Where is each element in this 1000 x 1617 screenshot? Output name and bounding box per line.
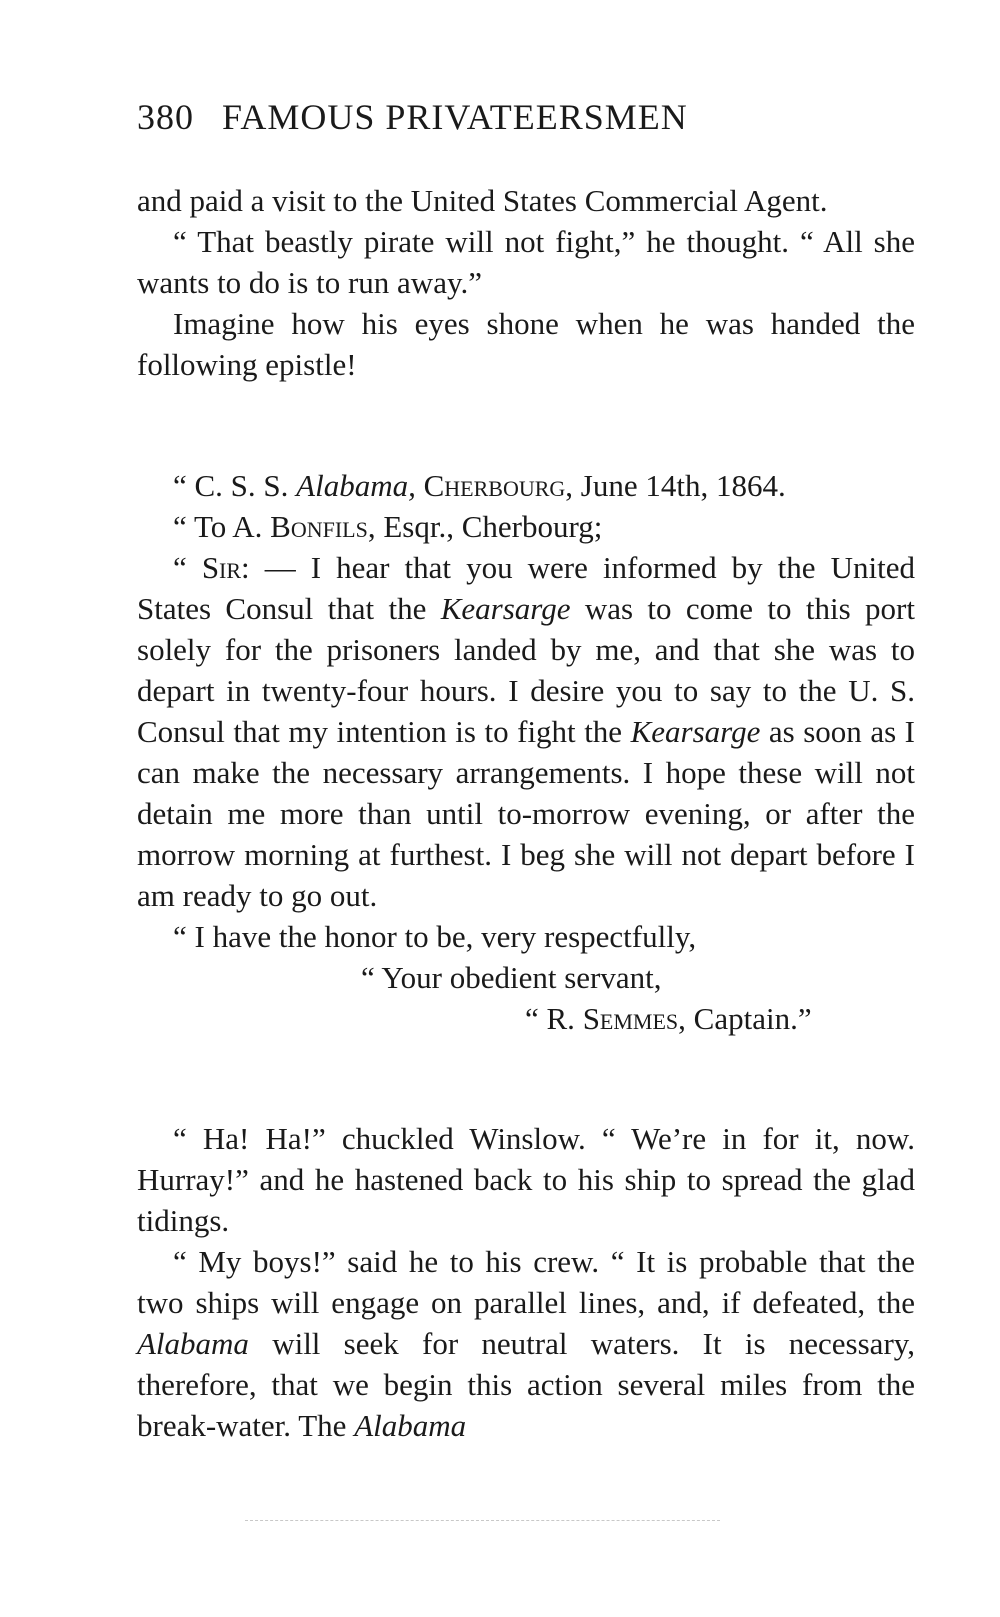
signature-title: Captain.” xyxy=(685,1001,812,1036)
letter-signature xyxy=(137,998,915,1039)
opening-section xyxy=(137,180,915,385)
letter-place: Cherbourg, xyxy=(415,468,574,503)
servant-line: “ Your obedient servant, xyxy=(361,960,662,995)
signatory-name: Semmes, xyxy=(582,1001,686,1036)
letter-date: June 14th, 1864. xyxy=(573,468,786,503)
crew-speech-part: “ My boys!” said he to his crew. “ It is probable that the two ships will engage on parallel lines, and, if defeated, the xyxy=(137,1244,915,1320)
signature-prefix: “ R. xyxy=(525,1001,583,1036)
letter-closing: “ I have the honor to be, very respectfully, xyxy=(173,919,697,954)
ship-name: Kearsarge xyxy=(630,714,761,749)
letter-servant xyxy=(137,957,915,998)
address-suffix: Esqr., Cherbourg; xyxy=(375,509,603,544)
addressee-name: Bonfils, xyxy=(270,509,376,544)
paragraph-epistle: Imagine how his eyes shone when he was handed the following epistle! xyxy=(137,306,915,382)
ship-name: Kearsarge xyxy=(440,591,571,626)
letter-address xyxy=(137,506,915,547)
closing-section xyxy=(137,1118,915,1446)
ship-name: Alabama, xyxy=(296,468,416,503)
paragraph-crew xyxy=(137,1241,915,1446)
running-title: FAMOUS PRIVATEERSMEN xyxy=(222,97,688,137)
address-prefix: “ To A. xyxy=(173,509,271,544)
ship-name: Alabama xyxy=(354,1408,467,1443)
letter-heading xyxy=(137,465,915,506)
letter-body-part: as soon as I can make the necessary arrangements. I hope these will not detain me more than until to-morrow evening, or after the morrow morning at furthest. I beg she will not depart before I am ready to go out. xyxy=(137,714,915,913)
ship-name: Alabama xyxy=(137,1326,249,1361)
paragraph-winslow: “ Ha! Ha!” chuckled Winslow. “ We’re in for it, now. Hurray!” and he hastened back to his ship to spread the glad tidings. xyxy=(137,1121,915,1238)
scan-artifact-line xyxy=(245,1520,720,1521)
paragraph-pirate: “ That beastly pirate will not fight,” he thought. “ All she wants to do is to run away.” xyxy=(137,224,915,300)
letter xyxy=(137,465,915,1039)
letter-body xyxy=(137,547,915,916)
page-number: 380 xyxy=(137,97,194,137)
crew-speech-part: will seek for neutral waters. It is necessary, therefore, that we begin this action several miles from the break-water. The xyxy=(137,1326,915,1443)
running-header xyxy=(137,96,688,138)
letter-heading-prefix: “ C. S. S. xyxy=(173,468,297,503)
paragraph-agent: and paid a visit to the United States Commercial Agent. xyxy=(137,183,828,218)
letter-body-part: — I hear that you were informed by the United States Consul that the xyxy=(137,550,915,626)
signature-line xyxy=(137,998,915,1039)
salutation: “ Sir: xyxy=(173,550,250,585)
letter-body-part: was to come to this port solely for the prisoners landed by me, and that she was to depart in twenty-four hours. I desire you to say to the U. S. Consul that my intention is to fight the xyxy=(137,591,915,749)
